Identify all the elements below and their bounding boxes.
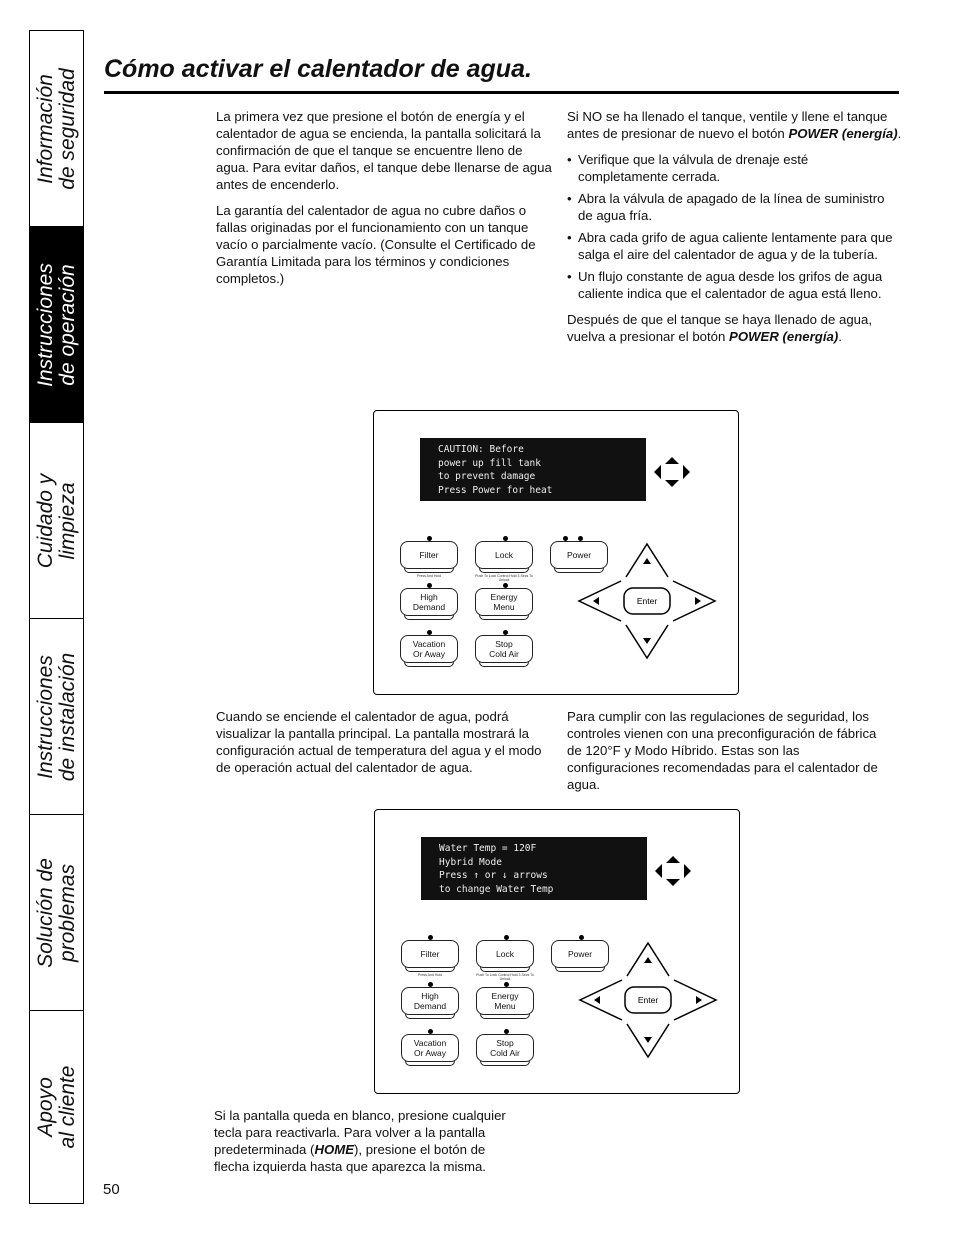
button-label: Stop: [495, 639, 513, 649]
left-key[interactable]: [580, 980, 622, 1020]
down-arrow-icon: [644, 1037, 652, 1043]
button-label: Stop: [496, 1038, 514, 1048]
filter-button[interactable]: Filter: [400, 541, 458, 569]
lcd-line: Water Temp = 120F: [439, 843, 537, 854]
right-arrow-icon: [695, 597, 701, 605]
paragraph: Cuando se enciende el calentador de agua, podrá visualizar la pantalla principal. La pantalla mostrará la configuración actual de temperatura del agua y el modo de operación actual del calentador de agua.: [216, 709, 542, 775]
filter-button[interactable]: Filter: [401, 940, 459, 968]
tab-label: Información: [33, 73, 57, 184]
tab-label: Instrucciones: [33, 654, 57, 779]
tab-installation[interactable]: [30, 619, 83, 815]
lcd-line: Press Power for heat: [438, 484, 553, 496]
direction-pad[interactable]: [576, 541, 718, 661]
control-panel-2: [374, 809, 740, 1094]
lcd-line: CAUTION: Before: [438, 444, 524, 455]
tab-label: de seguridad: [55, 67, 79, 190]
tab-troubleshooting[interactable]: [30, 815, 83, 1011]
text: ), presione el botón de flecha izquierda hasta que aparezca la misma.: [214, 1142, 486, 1174]
button-label: Or Away: [413, 649, 445, 659]
text: .: [897, 126, 902, 141]
down-arrow-icon: [643, 638, 651, 644]
text: Después de que el tanque se haya llenado de agua, vuelva a presionar el botón: [567, 312, 873, 344]
button-label: Cold Air: [489, 649, 519, 659]
button-label: Or Away: [414, 1048, 446, 1058]
right-column-2: [567, 708, 885, 802]
lcd-line: Press ↑ or ↓ arrows: [439, 870, 548, 881]
control-panel-1: [373, 410, 739, 695]
stop-cold-air-button[interactable]: [476, 1034, 534, 1062]
text: Si la pantalla queda en blanco, presione cualquier tecla para reactivarla. Para volver a la pantalla predeterminada (: [214, 1108, 506, 1157]
up-arrow-icon: [643, 558, 651, 564]
right-key[interactable]: [674, 980, 716, 1020]
tab-label: de instalación: [55, 652, 79, 781]
text: Si NO se ha llenado el tanque, ventile y llene el tanque antes de presionar de nuevo el botón: [567, 109, 888, 141]
home-label: HOME: [314, 1142, 354, 1157]
tab-label: al cliente: [55, 1065, 79, 1149]
button-label: Demand: [413, 1001, 447, 1011]
direction-pad[interactable]: [577, 940, 719, 1060]
lock-button[interactable]: Lock: [476, 940, 534, 968]
page-number: 50: [103, 1181, 120, 1198]
energy-menu-button[interactable]: [476, 987, 534, 1015]
filter-note: Press And Hold: [416, 574, 442, 578]
list-item: • Abra cada grifo de agua caliente lentamente para que salga el aire del calentador de agua y de la tubería.: [567, 229, 902, 263]
power-label: POWER (energía): [788, 126, 898, 141]
bottom-note: [214, 1107, 524, 1184]
tab-operating[interactable]: [30, 227, 83, 423]
filter-note: Press And Hold: [417, 973, 443, 977]
navigation-arrows-icon: [653, 854, 693, 888]
lcd-line: to change Water Temp: [439, 883, 554, 895]
lcd-line: Hybrid Mode: [439, 856, 502, 868]
power-button[interactable]: Power: [551, 940, 609, 968]
list-item: • Verifique que la válvula de drenaje esté completamente cerrada.: [567, 151, 902, 185]
lcd-display: [420, 438, 646, 501]
tab-label: problemas: [55, 863, 79, 962]
vacation-button[interactable]: [400, 635, 458, 663]
button-label: Cold Air: [490, 1048, 520, 1058]
stop-cold-air-button[interactable]: [475, 635, 533, 663]
text: .: [838, 329, 842, 344]
section-sidebar: [29, 30, 84, 1204]
title-rule: [104, 91, 899, 94]
enter-label: Enter: [637, 995, 659, 1005]
lcd-display: [421, 837, 647, 900]
lock-note: Push To Lock Control Hold 3 Secs To Unlock: [476, 973, 534, 981]
tab-label: limpieza: [55, 481, 79, 560]
up-arrow-icon: [644, 957, 652, 963]
left-arrow-icon: [594, 996, 600, 1004]
tab-label: Apoyo: [33, 1077, 57, 1137]
paragraph: Para cumplir con las regulaciones de seguridad, los controles vienen con una preconfiguración de fábrica de 120°F y Modo Híbrido. Estas son las configuraciones recomendadas para el calentador de agua.: [567, 709, 878, 792]
lcd-line: power up fill tank: [438, 457, 541, 469]
button-label: Vacation: [413, 1038, 447, 1048]
lock-button[interactable]: Lock: [475, 541, 533, 569]
lcd-line: to prevent damage: [438, 471, 536, 482]
paragraph: [214, 1107, 524, 1175]
list-item: • Un flujo constante de agua desde los grifos de agua caliente indica que el calentador de agua está lleno.: [567, 268, 902, 302]
right-column-1: [567, 108, 902, 354]
tab-label: Cuidado y: [33, 473, 57, 568]
tab-label: Instrucciones: [33, 262, 57, 387]
button-label: Vacation: [412, 639, 446, 649]
energy-menu-button[interactable]: [475, 588, 533, 616]
tab-label: de operación: [55, 263, 79, 386]
lock-note: Push To Lock Control Hold 3 Secs To Unlock: [475, 574, 533, 582]
right-arrow-icon: [696, 996, 702, 1004]
button-label: Menu: [494, 1001, 516, 1011]
paragraph: La primera vez que presione el botón de energía y el calentador de agua se encienda, la pantalla solicitará la confirmación de que el tanque se encuentre lleno de agua. Para evitar daños, el tanque debe llenarse de agua antes de encenderlo.: [216, 109, 552, 192]
left-column-1: [216, 108, 552, 296]
tab-safety[interactable]: [30, 31, 83, 227]
right-key[interactable]: [673, 581, 715, 621]
button-label: High: [421, 991, 439, 1001]
bullet-list: [567, 151, 902, 302]
vacation-button[interactable]: [401, 1034, 459, 1062]
paragraph: [567, 311, 902, 345]
enter-label: Enter: [636, 596, 658, 606]
navigation-arrows-icon: [652, 455, 692, 489]
high-demand-button[interactable]: [401, 987, 459, 1015]
button-label: Menu: [493, 602, 515, 612]
list-item: • Abra la válvula de apagado de la línea de suministro de agua fría.: [567, 190, 902, 224]
page-title: Cómo activar el calentador de agua.: [104, 55, 532, 83]
tab-support[interactable]: [30, 1011, 83, 1203]
power-button[interactable]: Power: [550, 541, 608, 569]
button-label: Demand: [412, 602, 446, 612]
left-arrow-icon: [593, 597, 599, 605]
button-label: High: [420, 592, 438, 602]
left-column-2: [216, 708, 546, 785]
tab-label: Solución de: [33, 857, 57, 968]
tab-care[interactable]: [30, 423, 83, 619]
left-key[interactable]: [579, 581, 621, 621]
power-label: POWER (energía): [729, 329, 839, 344]
button-label: Energy: [491, 991, 519, 1001]
button-label: Energy: [490, 592, 518, 602]
high-demand-button[interactable]: [400, 588, 458, 616]
paragraph: [567, 108, 902, 142]
paragraph: La garantía del calentador de agua no cubre daños o fallas originadas por el funcionamiento con un tanque vacío o parcialmente vacío. (Consulte el Certificado de Garantía Limitada para los términos y condiciones completos.): [216, 203, 536, 286]
